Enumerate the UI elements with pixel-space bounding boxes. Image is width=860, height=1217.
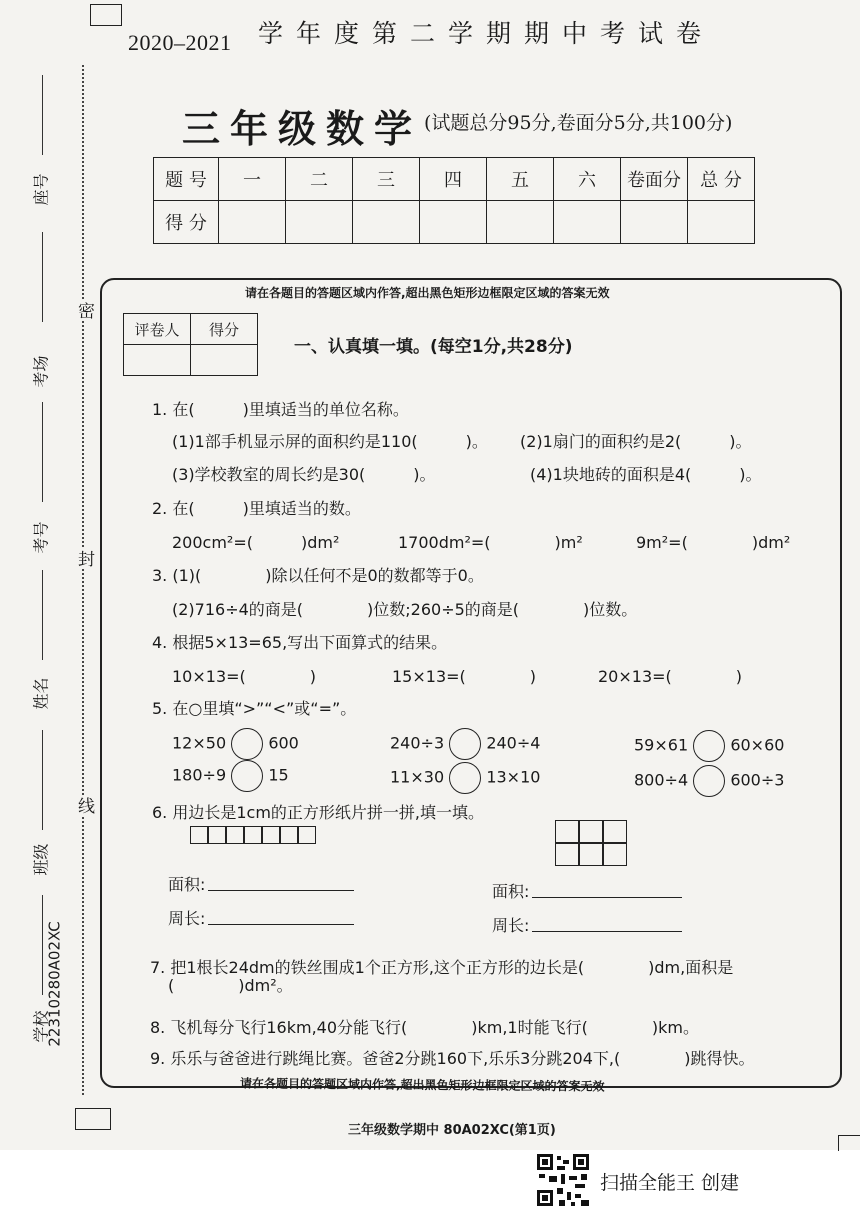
- bottom-notice: 请在各题目的答题区域内作答,超出黑色矩形边框限定区域的答案无效: [239, 1076, 605, 1094]
- question-5-stem: 5. 在○里填“>”“<”或“=”。: [152, 699, 357, 718]
- compare-item: [172, 728, 299, 760]
- seal-mark-xian: 线: [72, 795, 97, 816]
- grader-label: 评卷人: [124, 314, 191, 345]
- side-blank-line: [42, 570, 43, 660]
- square-cell: [298, 826, 316, 844]
- grader-score-label: 得分: [191, 314, 258, 345]
- compare-right: 600÷3: [730, 770, 785, 790]
- question-4-part-1[interactable]: 10×13=( ): [172, 667, 317, 686]
- score-cell: 五: [487, 158, 554, 201]
- question-1-part-1[interactable]: (1)1部手机显示屏的面积约是110( )。: [172, 432, 488, 451]
- score-table-score-row: [154, 201, 755, 244]
- side-blank-line: [42, 232, 43, 322]
- question-7-line-2[interactable]: ( )dm²。: [168, 976, 293, 995]
- strip-figure: [190, 826, 316, 844]
- square-cell: [555, 843, 579, 866]
- score-cell: 二: [286, 158, 353, 201]
- side-name-label: 姓名: [31, 677, 51, 710]
- side-blank-line: [42, 730, 43, 830]
- score-cell: 一: [219, 158, 286, 201]
- section-heading: 一、认真填一填。(每空1分,共28分): [294, 337, 573, 357]
- corner-mark: [90, 4, 122, 26]
- compare-item: [172, 760, 289, 792]
- compare-left: 180÷9: [172, 765, 227, 785]
- question-3-part-1[interactable]: 3. (1)( )除以任何不是0的数都等于0。: [152, 566, 484, 585]
- score-input-cell[interactable]: [353, 201, 420, 244]
- rect-figure: [555, 820, 627, 866]
- binding-dotted-line: [82, 65, 84, 1095]
- question-1-stem: 1. 在( )里填适当的单位名称。: [152, 400, 409, 419]
- compare-circle[interactable]: [449, 762, 481, 794]
- question-4-part-2[interactable]: 15×13=( ): [392, 667, 537, 686]
- area-answer-line-left[interactable]: [208, 890, 354, 891]
- score-table-header-row: [154, 158, 755, 201]
- score-input-cell[interactable]: [487, 201, 554, 244]
- qr-code-icon: [535, 1152, 591, 1208]
- seal-mark-mi: 密: [72, 300, 97, 321]
- perimeter-answer-line-right[interactable]: [532, 931, 682, 932]
- top-notice: 请在各题目的答题区域内作答,超出黑色矩形边框限定区域的答案无效: [245, 286, 610, 300]
- side-class-label: 班级: [31, 843, 51, 876]
- square-cell: [226, 826, 244, 844]
- exam-year: 2020–2021: [128, 30, 232, 55]
- side-blank-line: [42, 402, 43, 502]
- compare-right: 600: [268, 733, 299, 753]
- score-cell: 卷面分: [621, 158, 688, 201]
- square-cell: [190, 826, 208, 844]
- square-cell: [603, 843, 627, 866]
- square-cell: [244, 826, 262, 844]
- side-seat-label: 座号: [31, 173, 51, 206]
- compare-right: 13×10: [486, 767, 541, 787]
- side-room-label: 考场: [31, 355, 51, 388]
- compare-circle[interactable]: [449, 728, 481, 760]
- corner-bracket: [838, 1135, 860, 1151]
- question-2-part-3[interactable]: 9m²=( )dm²: [636, 533, 791, 552]
- compare-left: 12×50: [172, 733, 227, 753]
- scanner-watermark: 扫描全能王 创建: [600, 1172, 740, 1194]
- compare-item: [634, 765, 784, 797]
- compare-left: 11×30: [390, 767, 445, 787]
- score-input-cell[interactable]: [554, 201, 621, 244]
- score-input-cell[interactable]: [420, 201, 487, 244]
- score-cell: 三: [353, 158, 420, 201]
- perimeter-answer-line-left[interactable]: [208, 924, 354, 925]
- perimeter-label-left: 周长:: [168, 909, 206, 928]
- exam-subtitle: 学年度第二学期期中考试卷: [258, 19, 715, 48]
- compare-right: 240÷4: [486, 733, 541, 753]
- square-cell: [603, 820, 627, 843]
- corner-mark: [75, 1108, 111, 1130]
- grader-input-cell[interactable]: [124, 345, 191, 376]
- score-input-cell[interactable]: [286, 201, 353, 244]
- side-code: 22310280A02XC: [45, 921, 64, 1047]
- compare-left: 800÷4: [634, 770, 689, 790]
- compare-circle[interactable]: [231, 760, 263, 792]
- side-blank-line: [42, 75, 43, 155]
- score-input-cell[interactable]: [688, 201, 755, 244]
- question-8[interactable]: 8. 飞机每分飞行16km,40分能飞行( )km,1时能飞行( )km。: [150, 1018, 699, 1037]
- exam-title: 三年级数学: [182, 106, 423, 151]
- exam-score-note: (试题总分95分,卷面分5分,共100分): [424, 112, 733, 134]
- compare-item: [390, 728, 540, 760]
- seal-mark-feng: 封: [72, 548, 97, 569]
- area-label-left: 面积:: [168, 875, 206, 894]
- compare-left: 59×61: [634, 735, 689, 755]
- compare-item: [634, 730, 784, 762]
- question-9[interactable]: 9. 乐乐与爸爸进行跳绳比赛。爸爸2分跳160下,乐乐3分跳204下,( )跳得快。: [150, 1049, 755, 1068]
- question-2-part-2[interactable]: 1700dm²=( )m²: [398, 533, 583, 552]
- score-input-cell[interactable]: [621, 201, 688, 244]
- square-cell: [262, 826, 280, 844]
- page-footer: 三年级数学期中 80A02XC(第1页): [348, 1123, 556, 1138]
- square-cell: [579, 820, 603, 843]
- question-2-stem: 2. 在( )里填适当的数。: [152, 499, 361, 518]
- square-cell: [555, 820, 579, 843]
- square-cell: [579, 843, 603, 866]
- score-input-cell[interactable]: [219, 201, 286, 244]
- question-4-part-3[interactable]: 20×13=( ): [598, 667, 743, 686]
- compare-circle[interactable]: [231, 728, 263, 760]
- compare-circle[interactable]: [693, 730, 725, 762]
- compare-circle[interactable]: [693, 765, 725, 797]
- square-cell: [208, 826, 226, 844]
- score-row-label: 得 分: [154, 201, 219, 244]
- compare-item: [390, 762, 540, 794]
- score-table: [153, 157, 755, 244]
- question-1-part-2[interactable]: (2)1扇门的面积约是2( )。: [520, 432, 752, 451]
- question-2-part-1[interactable]: 200cm²=( )dm²: [172, 533, 340, 552]
- question-6-stem: 6. 用边长是1cm的正方形纸片拼一拼,填一填。: [152, 803, 485, 822]
- score-cell: 总 分: [688, 158, 755, 201]
- score-cell: 六: [554, 158, 621, 201]
- compare-left: 240÷3: [390, 733, 445, 753]
- question-7-line-1[interactable]: 7. 把1根长24dm的铁丝围成1个正方形,这个正方形的边长是( )dm,面积是: [150, 958, 734, 977]
- area-label-right: 面积:: [492, 882, 530, 901]
- grader-header-row: [124, 314, 258, 345]
- score-cell: 四: [420, 158, 487, 201]
- grader-input-cell[interactable]: [191, 345, 258, 376]
- score-cell: 题 号: [154, 158, 219, 201]
- question-3-part-2[interactable]: (2)716÷4的商是( )位数;260÷5的商是( )位数。: [172, 600, 638, 619]
- area-answer-line-right[interactable]: [532, 897, 682, 898]
- side-exam-no-label: 考号: [31, 521, 51, 554]
- question-1-part-4[interactable]: (4)1块地砖的面积是4( )。: [530, 465, 762, 484]
- side-blank-line: [42, 895, 43, 995]
- compare-right: 15: [268, 765, 289, 785]
- perimeter-label-right: 周长:: [492, 916, 530, 935]
- question-4-stem: 4. 根据5×13=65,写出下面算式的结果。: [152, 633, 448, 652]
- grader-input-row: [124, 345, 258, 376]
- square-cell: [280, 826, 298, 844]
- compare-right: 60×60: [730, 735, 785, 755]
- side-school-label: 学校: [31, 1010, 51, 1043]
- question-1-part-3[interactable]: (3)学校教室的周长约是30( )。: [172, 465, 436, 484]
- grader-table: [123, 313, 258, 376]
